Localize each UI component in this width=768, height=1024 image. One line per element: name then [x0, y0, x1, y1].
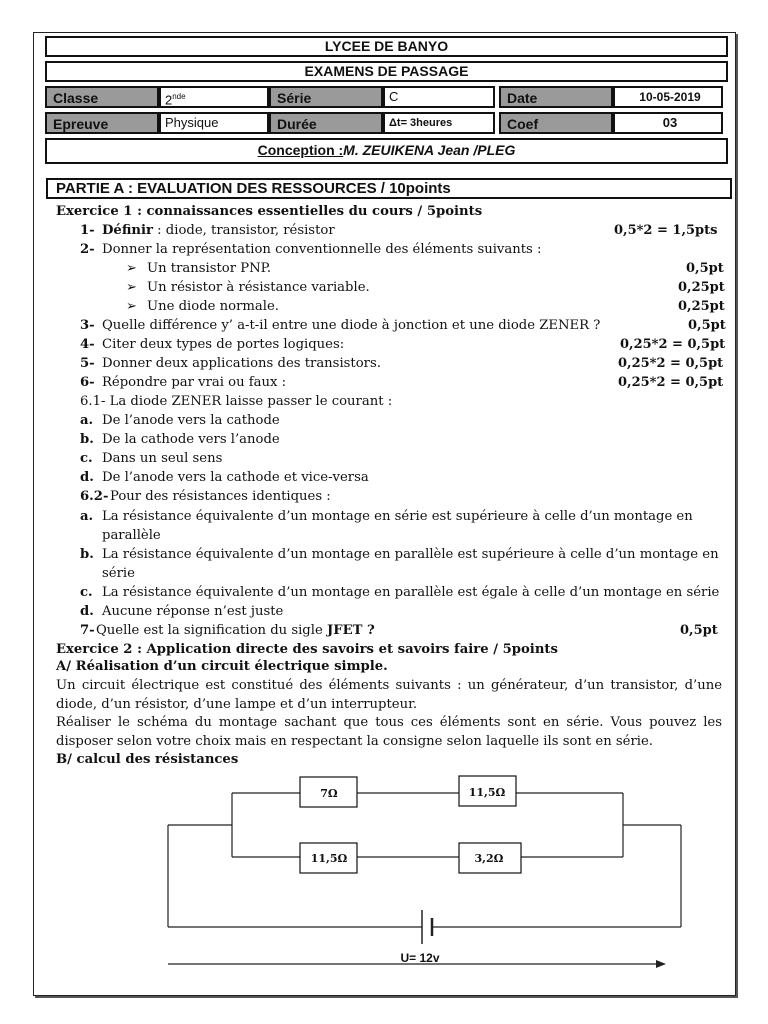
q6-number: 6- — [80, 375, 95, 390]
q1-points: 0,5*2 = 1,5pts — [614, 223, 718, 238]
ex2-a-title-dot: . — [383, 659, 388, 674]
serie-value: C — [383, 86, 495, 108]
ex1-title-text: Exercice 1 : connaissances essentielles du cours / 5points — [56, 204, 483, 219]
q3-number: 3- — [80, 318, 95, 333]
classe-label: Classe — [45, 86, 159, 108]
classe-number: 2 — [165, 92, 173, 108]
ex2-title-text: Exercice 2 : Application directe des savoirs et savoirs faire / 5points — [56, 642, 558, 657]
q7-text: Quelle est la signification du sigle — [96, 623, 327, 638]
option-text-cont: série — [102, 566, 135, 581]
q4-number: 4- — [80, 337, 95, 352]
ex2-b-title-text: B/ calcul des résistances — [56, 752, 239, 767]
q7-number: 7- — [80, 623, 95, 638]
q2-item-points: 0,25pt — [678, 299, 725, 314]
duree-value: Δt= 3heures — [383, 112, 495, 134]
option-text: De l’anode vers la cathode — [102, 413, 280, 428]
option-letter: d. — [80, 470, 94, 485]
q6-points: 0,25*2 = 0,5pt — [618, 375, 724, 390]
q5-number: 5- — [80, 356, 95, 371]
q1-keyword: Définir — [102, 223, 153, 238]
option-text: De l’anode vers la cathode et vice-versa — [102, 470, 369, 485]
exam-title: EXAMENS DE PASSAGE — [45, 61, 728, 82]
resistor-r4-label: 3,2Ω — [474, 852, 504, 865]
option-letter: c. — [80, 585, 93, 600]
q3-points: 0,5pt — [688, 318, 726, 333]
q61-text: 6.1- La diode ZENER laisse passer le courant : — [80, 394, 393, 409]
q2-item-text: Un transistor PNP. — [147, 261, 272, 276]
q2-item-text: Un résistor à résistance variable. — [147, 280, 370, 295]
arrow-bullet-icon: ➢ — [126, 280, 138, 295]
q6-text: Répondre par vrai ou faux : — [102, 375, 287, 390]
q2-item-text: Une diode normale. — [147, 299, 279, 314]
q5-points: 0,25*2 = 0,5pt — [618, 356, 724, 371]
date-label: Date — [499, 86, 613, 108]
option-text: La résistance équivalente d’un montage en série est supérieure à celle d’un montage en — [102, 509, 693, 524]
option-text-cont: parallèle — [102, 528, 161, 543]
option-letter: a. — [80, 509, 94, 524]
date-value: 10-05-2019 — [613, 86, 723, 108]
q1-number: 1- — [80, 223, 95, 238]
voltage-label: U= 12v — [400, 951, 440, 965]
conception-label: Conception : — [257, 142, 344, 158]
option-text: La résistance équivalente d’un montage en parallèle est égale à celle d’un montage en série — [102, 585, 720, 600]
epreuve-value: Physique — [159, 112, 269, 134]
resistor-r3-label: 11,5Ω — [310, 852, 348, 865]
q2-number: 2- — [80, 242, 95, 257]
q7-acronym: JFET ? — [326, 623, 375, 638]
option-letter: d. — [80, 604, 94, 619]
option-text: La résistance équivalente d’un montage en parallèle est supérieure à celle d’un montage en — [102, 547, 719, 562]
ex2-a-paragraph-2: Réaliser le schéma du montage sachant que tous ces éléments sont en série. Vous pouvez les disposer selon votre choix mais en respectant la consigne selon laquelle ils sont en série. — [56, 715, 722, 749]
option-letter: c. — [80, 451, 93, 466]
option-text: Dans un seul sens — [102, 451, 223, 466]
q5-text: Donner deux applications des transistors. — [102, 356, 381, 371]
epreuve-label: Epreuve — [45, 112, 159, 134]
ex2-a-title-text: A/ Réalisation d’un circuit électrique simple — [56, 659, 384, 674]
q2-item-points: 0,5pt — [686, 261, 724, 276]
conception-author: M. ZEUIKENA Jean /PLEG — [343, 142, 516, 158]
duree-label: Durée — [269, 112, 383, 134]
school-name: LYCEE DE BANYO — [45, 36, 728, 57]
option-text: De la cathode vers l’anode — [102, 432, 280, 447]
q4-text: Citer deux types de portes logiques: — [102, 337, 345, 352]
q62-number: 6.2- — [80, 489, 109, 504]
classe-sup: nde — [172, 92, 186, 101]
option-letter: a. — [80, 413, 94, 428]
arrow-bullet-icon: ➢ — [126, 299, 138, 314]
voltage-arrowhead-icon — [656, 960, 666, 968]
q2-text: Donner la représentation conventionnelle des éléments suivants : — [102, 242, 542, 257]
q1-text: : diode, transistor, résistor — [152, 223, 335, 238]
arrow-bullet-icon: ➢ — [126, 261, 138, 276]
coef-value: 03 — [613, 112, 723, 134]
ex2-a-paragraph-1: Un circuit électrique est constitué des éléments suivants : un générateur, d’un transistor, d’une diode, d’un résistor, d’une lampe et d’un interrupteur. — [56, 678, 722, 712]
q4-points: 0,25*2 = 0,5pt — [620, 337, 726, 352]
option-letter: b. — [80, 547, 94, 562]
q3-text: Quelle différence y’ a-t-il entre une diode à jonction et une diode ZENER ? — [102, 318, 601, 333]
partie-a-title: PARTIE A : EVALUATION DES RESSOURCES / 10points — [46, 178, 732, 199]
serie-label: Série — [269, 86, 383, 108]
q7-points: 0,5pt — [680, 623, 718, 638]
option-letter: b. — [80, 432, 94, 447]
resistor-r2-label: 11,5Ω — [468, 786, 506, 799]
coef-label: Coef — [499, 112, 613, 134]
q2-item-points: 0,25pt — [678, 280, 725, 295]
q62-text: Pour des résistances identiques : — [110, 489, 331, 504]
option-text: Aucune réponse n’est juste — [102, 604, 284, 619]
resistor-r1-label: 7Ω — [320, 787, 338, 800]
